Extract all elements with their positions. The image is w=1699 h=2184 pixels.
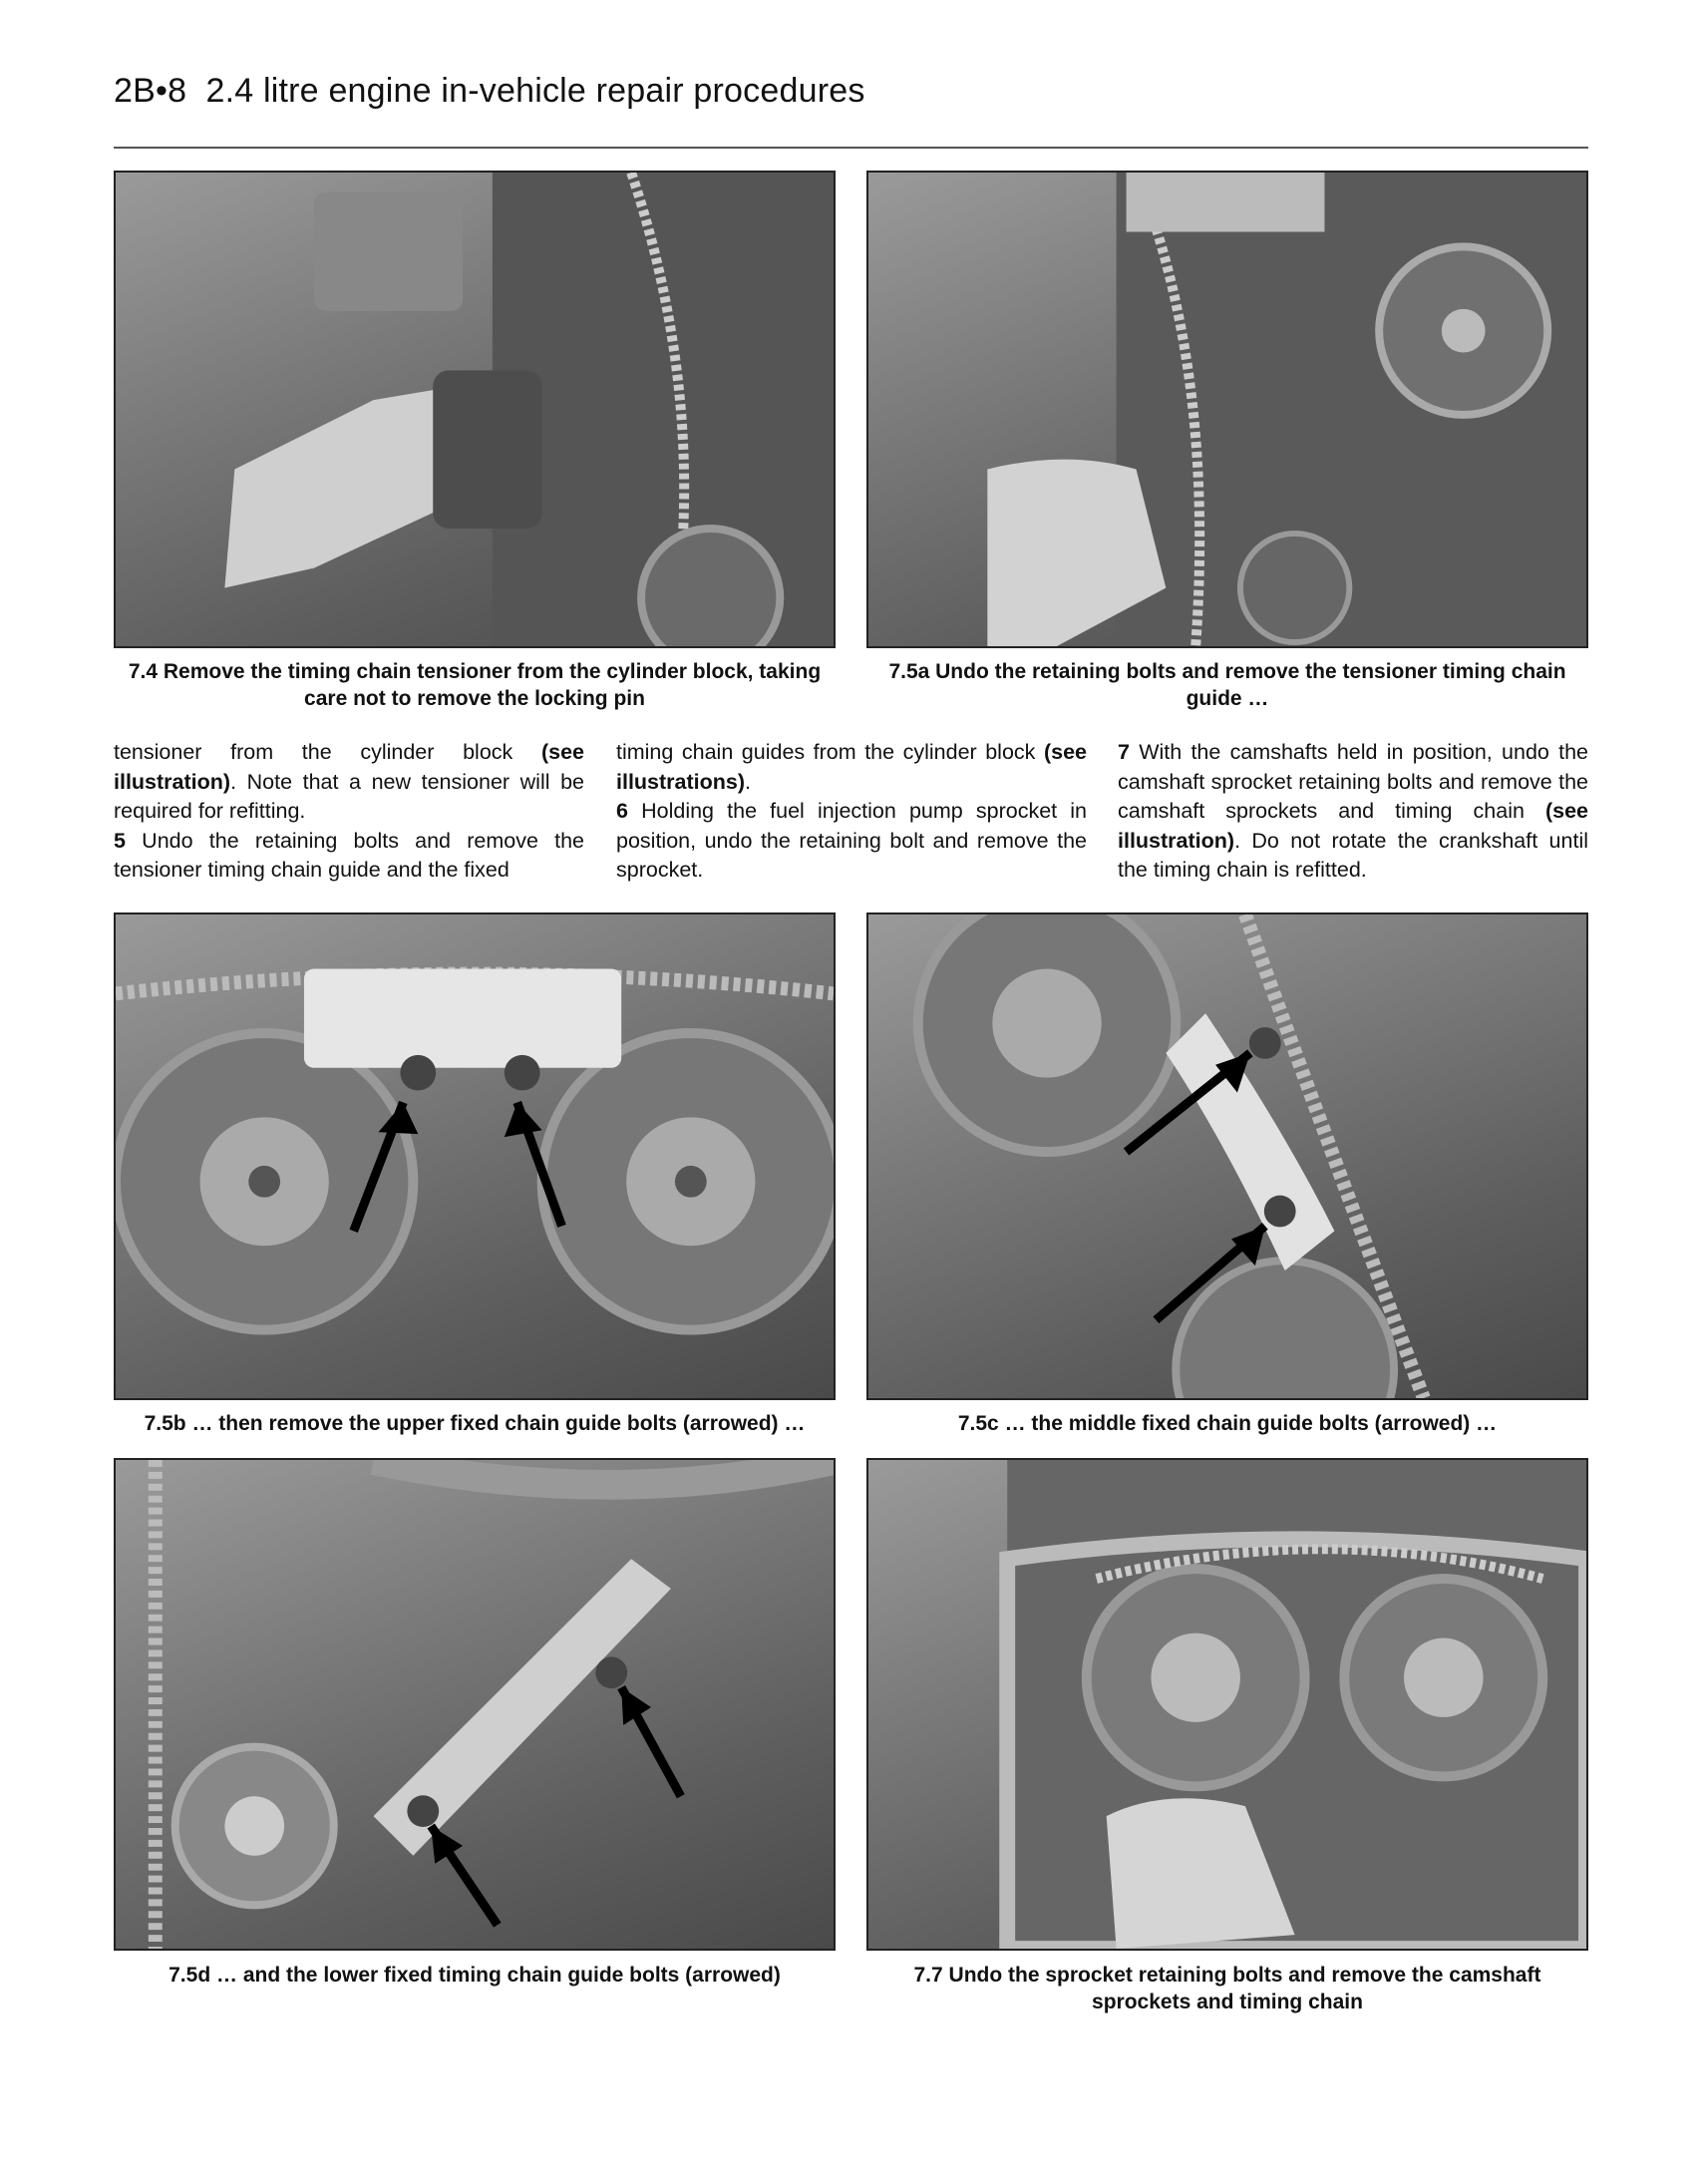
section-number: 2B•8 — [114, 72, 187, 110]
caption-7-5c: 7.5c … the middle fixed chain guide bolts (arrowed) … — [957, 1412, 1498, 1435]
page-title: 2.4 litre engine in-vehicle repair procedures — [205, 72, 865, 110]
body-text: Holding the fuel injection pump sprocket in position, undo the retaining bolt and remove the sprocket. — [616, 799, 1087, 882]
body-column-2 — [616, 738, 1087, 886]
illustration-reference: (see illustration) — [1118, 799, 1588, 853]
body-column-1 — [114, 738, 584, 886]
paragraph — [616, 738, 1087, 797]
body-text: . Do not rotate the crankshaft until the timing chain is refitted. — [1118, 828, 1588, 882]
page-header — [114, 72, 865, 111]
illustration-reference: (see illustration) — [114, 740, 584, 794]
photo-7-5b — [114, 912, 836, 1400]
photo-7-5d — [114, 1458, 836, 1951]
paragraph — [114, 738, 584, 827]
body-text: With the camshafts held in position, undo the camshaft sprocket retaining bolts and remove the camshaft sprockets and timing chain — [1118, 740, 1588, 823]
step-number: 7 — [1118, 740, 1130, 764]
body-text: tensioner from the cylinder block — [114, 740, 541, 764]
body-column-3 — [1118, 738, 1588, 886]
step-7 — [1118, 738, 1588, 886]
header-rule — [114, 147, 1588, 149]
body-text: timing chain guides from the cylinder block — [616, 740, 1044, 764]
photo-7-5a — [866, 171, 1588, 648]
caption-7-5d: 7.5d … and the lower fixed timing chain guide bolts (arrowed) — [169, 1964, 781, 1987]
photo-7-5c — [866, 912, 1588, 1400]
step-6 — [616, 797, 1087, 886]
body-text: . Note that a new tensioner will be required for refitting. — [114, 769, 584, 823]
caption-7-4: 7.4 Remove the timing chain tensioner from the cylinder block, taking care not to remove the locking pin — [128, 660, 822, 710]
illustration-reference: (see illustrations) — [616, 740, 1087, 794]
body-text: Undo the retaining bolts and remove the tensioner timing chain guide and the fixed — [114, 828, 584, 882]
caption-7-5b: 7.5b … then remove the upper fixed chain guide bolts (arrowed) … — [144, 1412, 806, 1435]
step-number: 6 — [616, 799, 628, 823]
photo-7-7 — [866, 1458, 1588, 1951]
photo-7-4 — [114, 171, 836, 648]
step-number: 5 — [114, 828, 126, 853]
body-text: . — [745, 769, 751, 794]
caption-7-5a: 7.5a Undo the retaining bolts and remove the tensioner timing chain guide … — [888, 660, 1566, 710]
step-5 — [114, 827, 584, 886]
caption-7-7: 7.7 Undo the sprocket retaining bolts and remove the camshaft sprockets and timing chain — [913, 1964, 1541, 2013]
